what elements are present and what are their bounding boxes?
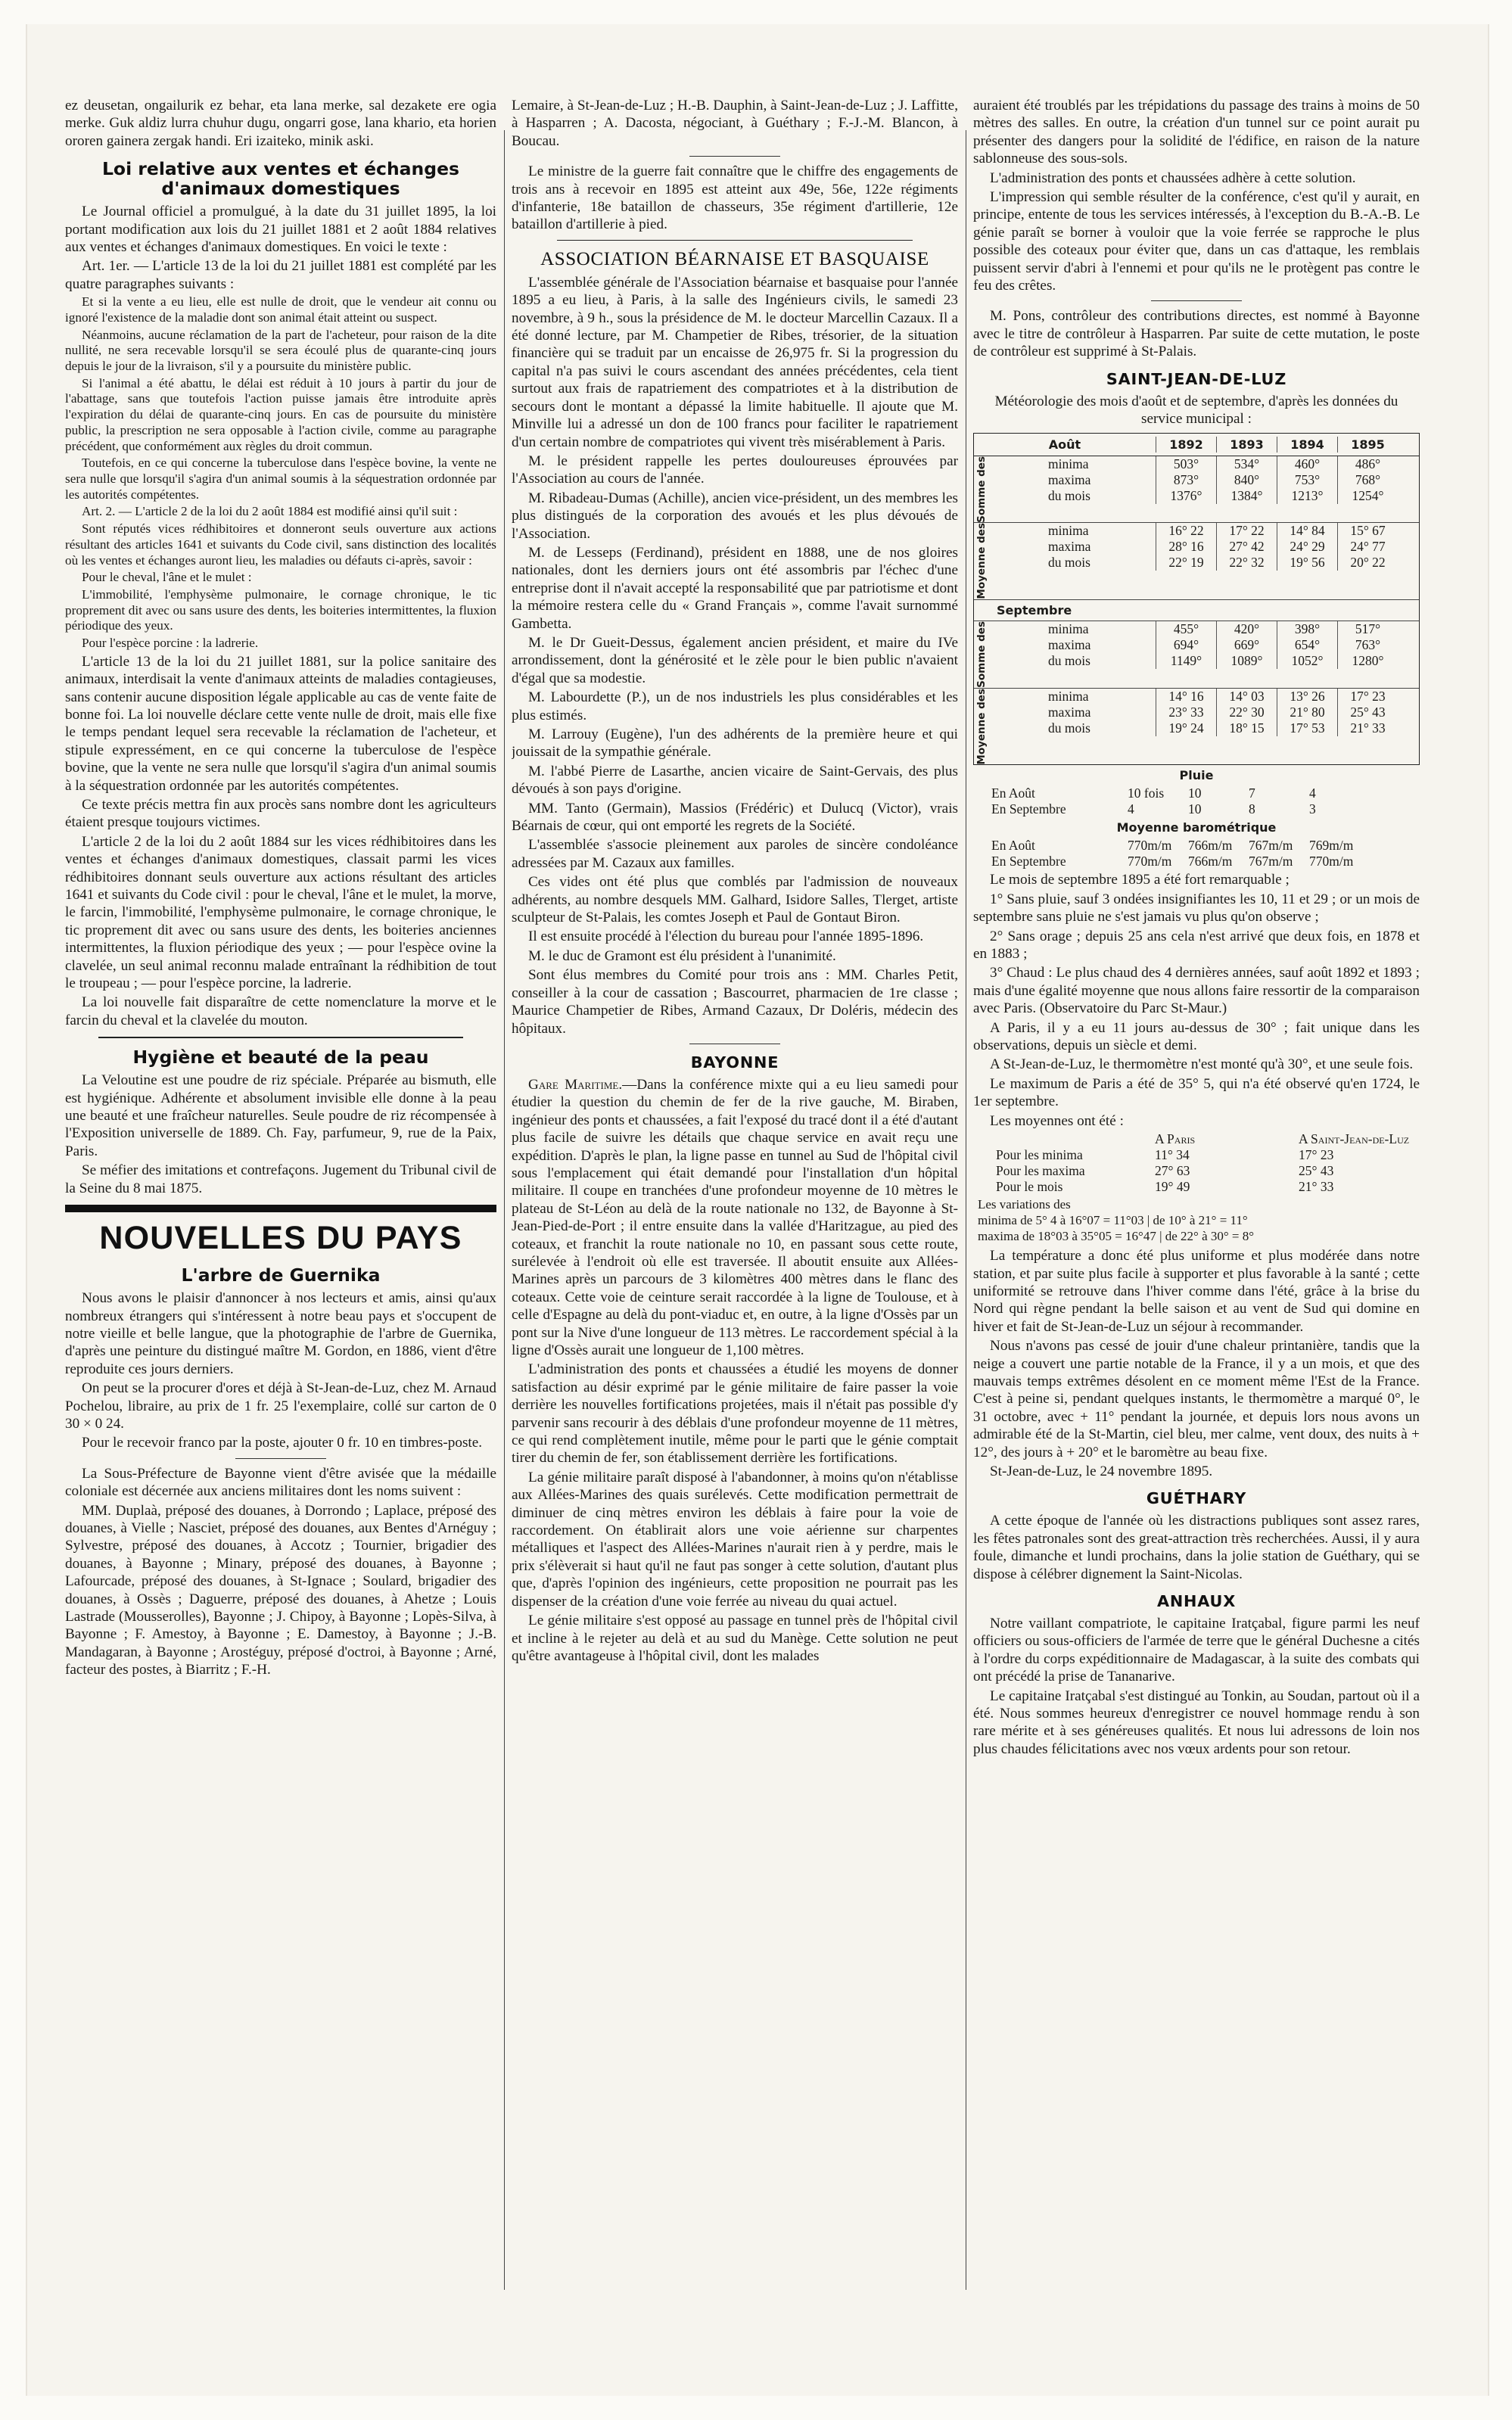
loi-heading: Loi relative aux ventes et échanges d'animaux domestiques [101, 158, 460, 200]
loi-paragraph: Ce texte précis mettra fin aux procès sans nombre dont les agriculteurs étaient presque toujours victimes. [65, 796, 496, 831]
medaille-paragraph: MM. Duplaà, préposé des douanes, à Dorrondo ; Laplace, préposé des douanes, à Vielle ; Nasciet, préposé des douanes, aux Bentes d'Arnéguy ; Sylvestre, préposé des douanes, à Accotz ; Tournier, brigadier des douanes, à Bayonne ; Minary, préposé des douanes, à Bayonne ; Lafourcade, préposé des douanes, à St-Ignace ; Soulard, brigadier des douanes, à Ossès ; Daguerre, préposé des douanes, à Ahetze ; Louis Lastrade (Mousserolles), Bayonne ; J. Chipoy, à Bayonne ; Lopès-Silva, à Bayonne ; F. Amestoy, à Bayonne ; E. Damestoy, à Bayonne ; J.-B. Mandagaran, à Bayonne ; Arostéguy, préposé d'octroi, à Bayonne ; Arné, facteur des postes, à Biarritz ; F.-H. [65, 1502, 496, 1678]
gare-text: —Dans la conférence mixte qui a eu lieu samedi pour étudier la question du chemin de fer de la rive gauche, M. Biraben, ingénieur des ponts et chaussées, a fait l'exposé du tracé dont il a été d'autant plus facile de suivre les détails que chaque service en avait reçu une expédition. D'après le plan, la ligne passe en tunnel au Sud de l'hôpital civil sous l'emplacement qui était demandé pour l'installation d'un hôpital militaire. Il coupe en tranchées d'une profondeur moyenne de 10 mètres le plateau de St-Léon au delà de la route nationale no 132, de Bayonne à St-Jean-Pied-de-Port ; il entre ensuite dans la vallée d'Haritzague, au pied des coteaux, et franchit la route nationale no 10, en passant sous cette route, surélevée à l'endroit où elle est traversée. Il aboutit ensuite aux Allées-Marines après un parcours de 3 kilomètres 400 mètres dans le flanc des coteaux. Cette voie de ceinture serait raccordée à la ligne de Toulouse, et à celle d'Espagne au delà du pont-viaduc et, en outre, à la ligne d'Ossès par un pont sur la Nive d'une longueur de 113 mètres. Le raccordement spécial à la ligne d'Ossès aurait une longueur de 1,100 mètres. [512, 1076, 958, 1358]
loi-paragraph: Art. 2. — L'article 2 de la loi du 2 août 1884 est modifié ainsi qu'il suit : [82, 504, 458, 519]
divider [98, 1037, 463, 1038]
loi-paragraph: Néanmoins, aucune réclamation de la part de l'acheteur, pour raison de la dite nullité, ne sera recevable lorsqu'il se sera écoulé plus de quarante-cinq jours depuis le jour de la livraison, s'il y a poursuite du ministère public. [65, 327, 496, 374]
arbre-paragraph: Nous avons le plaisir d'annoncer à nos lecteurs et amis, ainsi qu'aux nombreux étrangers qui s'intéressent à notre beau pays et s'occupent de notre vieille et belle langue, que la photographie de l'arbre de Guernika, d'après une peinture du distingué maître M. Gordon, en 1886, vient d'être reproduite ces jours derniers. [65, 1290, 496, 1377]
signature: St-Jean-de-Luz, le 24 novembre 1895. [990, 1463, 1213, 1479]
loi-paragraph: Si l'animal a été abattu, le délai est réduit à 10 jours à partir du jour de l'abattage, sans que toutefois l'action puisse jamais être introduite après l'expiration du délai de quarante-cinq jours. En cas de poursuite du ministère public, la prescription ne sera opposable à l'action civile, comme au paragraphe précédent, que conformément aux règles du droit commun. [65, 375, 496, 453]
table-cell: Pour le mois [996, 1179, 1063, 1195]
table-cell: 19° 49 [1155, 1179, 1190, 1195]
meteo-group-rows [1042, 523, 1419, 599]
loi-paragraph: Le Journal officiel a promulgué, à la date du 31 juillet 1895, la loi portant modification aux lois du 21 juillet 1881 et 2 août 1884 relatives aux ventes et échanges d'animaux domestiques. En voici le texte : [65, 204, 496, 256]
table-cell: 486° [1337, 456, 1398, 472]
meteo-group [974, 688, 1419, 765]
meteo-subheading: Septembre [974, 599, 1419, 621]
table-cell: 840° [1216, 472, 1277, 488]
variations [978, 1196, 1420, 1244]
meteo-table-header-cell: 1895 [1337, 437, 1398, 453]
table-cell: 770m/m [1128, 854, 1172, 869]
medaille-paragraph: La Sous-Préfecture de Bayonne vient d'être avisée que la médaille coloniale est décernée aux anciens militaires dont les noms suivent : [65, 1465, 496, 1500]
divider [1151, 300, 1242, 301]
table-row [1042, 689, 1419, 705]
table-cell: du mois [1048, 487, 1090, 503]
association-paragraph: Sont élus membres du Comité pour trois ans : MM. Charles Petit, conseiller à la cour de cassation ; Bascourret, pharmacien de 1re classe ; Maurice Champetier de Ribes, Armand Cazaux, Dr Doléris, médecin des hôpitaux. [512, 967, 958, 1037]
table-row [991, 801, 1420, 817]
table-cell: 25° 43 [1337, 705, 1398, 720]
association-heading: ASSOCIATION BÉARNAISE ET BASQUAISE [540, 248, 929, 269]
septembre-paragraph: A St-Jean-de-Luz, le thermomètre n'est monté qu'à 30°, et une seule fois. [990, 1056, 1414, 1073]
column-1 [65, 97, 496, 2343]
septembre-paragraph: 2° Sans orage ; depuis 25 ans cela n'est arrivé que deux fois, en 1878 et en 1883 ; [973, 928, 1420, 963]
table-row [991, 854, 1420, 869]
table-row [996, 1179, 1420, 1195]
anhaux-heading: ANHAUX [1156, 1592, 1237, 1610]
table-cell: 16° 22 [1156, 523, 1216, 539]
table-cell: 10 [1188, 801, 1202, 817]
table-cell: 1376° [1156, 488, 1216, 504]
pluie-heading: Pluie [1179, 768, 1214, 783]
meteo-group-rows [1042, 456, 1419, 523]
table-cell: 455° [1156, 621, 1216, 637]
loi-paragraph: Pour le cheval, l'âne et le mulet : [82, 570, 252, 585]
meteo-table-header-cell: 1893 [1216, 437, 1277, 453]
table-cell: maxima [1048, 704, 1091, 720]
table-cell: 763° [1337, 637, 1398, 653]
gare-paragraph: Le génie militaire s'est opposé au passage en tunnel près de l'hôpital civil et incline à le rejeter au delà et au sud du Manège. Cette solution ne peut qu'être avantageuse à l'hôpital civil, dont les malades [512, 1613, 958, 1664]
table-row [996, 1147, 1420, 1163]
table-cell: 22° 32 [1216, 555, 1277, 571]
table-cell: 1052° [1277, 653, 1337, 669]
table-cell: maxima [1048, 539, 1091, 555]
table-cell: 654° [1277, 637, 1337, 653]
saint-jean-de-luz-heading: SAINT-JEAN-DE-LUZ [1106, 369, 1287, 388]
divider [689, 156, 780, 157]
divider [235, 1458, 326, 1459]
gare-paragraph: auraient été troublés par les trépidations du passage des trains à moins de 50 mètres des salles. En outre, la création d'un tunnel sur ce point aurait pu présenter des dangers pour la solidité de l'édifice, en raison de la nature sablonneuse des sous-sols. [973, 98, 1420, 167]
table-cell: 25° 43 [1299, 1163, 1334, 1179]
table-cell: 4 [1309, 785, 1316, 801]
association-paragraph: L'assemblée s'associe pleinement aux paroles de sincère condoléance adressées par M. Cazaux aux familles. [512, 837, 958, 871]
table-cell: 766m/m [1188, 838, 1233, 854]
meteo-table-header [974, 434, 1419, 456]
loi-paragraph: Et si la vente a eu lieu, elle est nulle de droit, que le vendeur ait connu ou ignoré l'existence de la maladie dont son animal était atteint ou suspect. [65, 294, 496, 325]
meteo-side-label: Somme des [975, 456, 988, 523]
meteo-group [974, 621, 1419, 688]
association-paragraph: M. Larrouy (Eugène), l'un des adhérents de la première heure et qui jouissait de la sympathie générale. [512, 726, 958, 761]
meteo-table [973, 433, 1420, 766]
septembre-paragraph: 1° Sans pluie, sauf 3 ondées insignifiantes les 10, 11 et 29 ; or un mois de septembre sans pluie ne s'est jamais vu plus qu'on observe ; [973, 891, 1420, 925]
loi-paragraph: La loi nouvelle fait disparaître de cette nomenclature la morve et le farcin du cheval et la clavelée du mouton. [65, 994, 496, 1028]
table-cell: 3 [1309, 801, 1316, 817]
temperature-paragraph: Nous n'avons pas cessé de jouir d'une chaleur printanière, tandis que la neige a couvert une partie notable de la France, il y a un mois, et que des mauvais temps extrêmes désolent en ce moment même l'Est de la France. C'est à peine si, pendant quelques instants, le thermomètre a marqué 0°, le 31 octobre, avec + 11° pendant la journée, et depuis lors nous avons un admirable été de la St-Martin, ciel bleu, mer calme, vent doux, des nuits à + 12°, des jours à + 20° et le baromètre au beau fixe. [973, 1338, 1420, 1460]
table-cell: 1089° [1216, 653, 1277, 669]
table-cell: 17° 53 [1277, 720, 1337, 736]
meteo-side-label: Moyenne des [975, 523, 988, 599]
table-cell: 20° 22 [1337, 555, 1398, 571]
loi-paragraph: Pour l'espèce porcine : la ladrerie. [82, 636, 259, 651]
variations-row: maxima de 18°03 à 35°05 = 16°47 | de 22° à 30° = 8° [978, 1229, 1255, 1244]
meteo-group-rows [1042, 621, 1419, 688]
arbre-heading: L'arbre de Guernika [181, 1264, 381, 1286]
newspaper-page [26, 24, 1489, 2396]
meteo-table-header-cell: Août [1048, 437, 1081, 452]
table-cell: 534° [1216, 456, 1277, 472]
table-cell: 1149° [1156, 653, 1216, 669]
table-row [996, 1163, 1420, 1179]
loi-paragraph: Art. 1er. — L'article 13 de la loi du 21 juillet 1881 est complété par les quatre paragraphes suivants : [65, 258, 496, 292]
table-cell: 768° [1337, 472, 1398, 488]
table-cell: 767m/m [1249, 854, 1293, 869]
association-paragraph: L'assemblée générale de l'Association béarnaise et basquaise pour l'année 1895 a eu lieu, à Paris, à la salle des Ingénieurs civils, le samedi 23 novembre, à 9 h., sous la présidence de M. le docteur Marcellin Cazaux. Il a été donné lecture, par M. Champetier de Ribes, trésorier, de la situation financière qui se traduit par un encaisse de 26,975 fr. Si la progression du capital n'a pas suivi le cours ascendant des années précédentes, cela tient surtout aux frais de rapatriement des compatriotes et à la distribution de secours dont le montant a dépassé la limite habituelle. Il ajoute que M. Minville lui a adressé un don de 100 francs pour faciliter le rapatriement d'un certain nombre de compatriotes qui vivent très misérablement à Paris. [512, 274, 958, 450]
meteo-group [974, 522, 1419, 599]
table-cell: minima [1048, 621, 1089, 636]
medaille-paragraph: Lemaire, à St-Jean-de-Luz ; H.-B. Dauphin, à Saint-Jean-de-Luz ; J. Laffitte, à Hasparren ; A. Dacosta, négociant, à Guéthary ; F.-J.-M. Blancon, à Boucau. [512, 98, 958, 149]
table-header-cell: A Saint-Jean-de-Luz [1299, 1131, 1410, 1147]
gare-paragraph: La génie militaire paraît disposé à l'abandonner, à moins qu'on n'établisse aux Allées-Marines des quais surélevés. Cette modification permettrait de diminuer de cinq mètres environ les déblais à faire pour la voie de raccordement. On établirait alors une voie aérienne sur charpentes métalliques et l'aspect des Allées-Marines n'aurait rien à y perdre, mais le prix s'élèverait si haut qu'il ne faut pas songer à cette solution, d'autant plus que, d'après l'opinion des ingénieurs, cette proposition ne pourrait pas les dispenser de la création d'une voie ferrée au niveau du quai actuel. [512, 1469, 958, 1610]
table-cell: En Septembre [991, 854, 1066, 869]
table-cell: 669° [1216, 637, 1277, 653]
table-cell: 13° 26 [1277, 689, 1337, 705]
arbre-paragraph: On peut se la procurer d'ores et déjà à St-Jean-de-Luz, chez M. Arnaud Pochelou, libraire, au prix de 1 fr. 25 l'exemplaire, collé sur carton de 0 30 × 0 24. [65, 1380, 496, 1432]
table-cell: 15° 67 [1337, 523, 1398, 539]
hygiene-heading: Hygiène et beauté de la peau [132, 1047, 429, 1068]
table-header [996, 1131, 1420, 1147]
table-cell: 460° [1277, 456, 1337, 472]
loi-paragraph: L'article 2 de la loi du 2 août 1884 sur les vices rédhibitoires dans les ventes et échanges d'animaux domestiques, classait parmi les vices rédhibitoires donnant seuls ouverture aux actions résultant des articles 1641 et suivants du Code civil : pour le cheval, l'âne et le mulet, la morve, le farcin, l'immobilité, l'emphysème pulmonaire, le cornage chronique, le tic proprement dit avec ou sans usure des dents, les boiteries anciennes intermittentes, la fluxion périodique des yeux ; — pour l'espèce ovine la clavelée, un seul animal reconnu malade entraînant la rédhibition de tout le troupeau ; — pour l'espèce porcine, la ladrerie. [65, 833, 496, 992]
table-cell: Pour les minima [996, 1147, 1083, 1163]
table-cell: 22° 19 [1156, 555, 1216, 571]
gare-paragraph: L'administration des ponts et chaussées adhère à cette solution. [990, 170, 1356, 186]
table-row [991, 838, 1420, 854]
table-row [1042, 621, 1419, 637]
bayonne-heading: BAYONNE [690, 1053, 779, 1072]
table-cell: 27° 63 [1155, 1163, 1190, 1179]
gare-lead: Gare Maritime. [528, 1076, 623, 1093]
table-cell: 24° 29 [1277, 539, 1337, 555]
association-paragraph: M. le duc de Gramont est élu président à l'unanimité. [528, 947, 836, 964]
table-cell: En Août [991, 838, 1035, 854]
association-paragraph: Ces vides ont été plus que comblés par l'admission de nouveaux adhérents, au nombre desquels MM. Galhard, Isidore Salles, Tlerget, artiste sculpteur de St-Palais, les comtes Joseph et Paul de Gontaut Biron. [512, 874, 958, 926]
table-cell: 14° 03 [1216, 689, 1277, 705]
table-header-cell: A Paris [1155, 1131, 1196, 1147]
meteo-side-label: Somme des [975, 621, 988, 688]
loi-paragraph: L'article 13 de la loi du 21 juillet 1881, sur la police sanitaire des animaux, interdisait la vente d'animaux atteints de maladies contagieuses, sans contenir aucune disposition légale applicable au cas de vente faite de bonne foi. La loi nouvelle déclare cette vente nulle de droit, mais elle fixe le temps pendant lequel sera recevable la réclamation de l'acheteur, et stipule expressément, en ce qui concerne la tuberculose de l'espèce bovine, que la vente ne sera nulle que lorsqu'il s'agira d'un animal soumis à la séquestration ordonnée par les autorités compétentes. [65, 653, 496, 794]
table-cell: maxima [1048, 636, 1091, 652]
table-row [1042, 705, 1419, 720]
meteo-side-label: Moyenne des [975, 688, 988, 765]
table-cell: du mois [1048, 555, 1090, 571]
table-cell: 21° 33 [1299, 1179, 1334, 1195]
association-paragraph: M. le Dr Gueit-Dessus, également ancien président, et maire du IVe arrondissement, dont la générosité et le zèle pour le bien public n'avaient d'égal que sa modestie. [512, 634, 958, 686]
table-cell: En Août [991, 785, 1035, 801]
column-2 [512, 97, 958, 2343]
table-cell: 503° [1156, 456, 1216, 472]
temperature-paragraph: La température a donc été plus uniforme et plus modérée dans notre station, et par suite plus facile à supporter et plus favorable à la santé ; cette uniformité se retrouve dans l'hiver comme dans l'été, grâce à la brise du Nord qui règne pendant la belle saison et au vent de Sud qui domine en hiver et fait de St-Jean-de-Luz un séjour à recommander. [973, 1248, 1420, 1335]
table-cell: 4 [1128, 801, 1134, 817]
table-cell: minima [1048, 456, 1089, 471]
gare-paragraph: L'administration des ponts et chaussées a étudié les moyens de donner satisfaction au désir exprimé par le génie militaire de faire passer la voie derrière les nouvelles fortifications projetées, mais il n'était pas possible d'y parvenir sans recourir à des déblais d'une profondeur moyenne de 11 mètres, ce qui rend complètement inutile, même pour le parti que le génie comptait tirer du chemin de fer, son établissement derrière les fortifications. [512, 1361, 958, 1467]
septembre-paragraph: Le maximum de Paris a été de 35° 5, qui n'a été observé qu'en 1724, le 1er septembre. [973, 1075, 1420, 1110]
table-cell: 770m/m [1309, 854, 1354, 869]
association-paragraph: M. l'abbé Pierre de Lasarthe, ancien vicaire de Saint-Gervais, des plus dévoués à son pays d'origine. [512, 763, 958, 798]
table-cell: 770m/m [1128, 838, 1172, 854]
meteo-group [974, 456, 1419, 523]
table-cell: 18° 15 [1216, 720, 1277, 736]
table-cell: 766m/m [1188, 854, 1233, 869]
table-cell: 28° 16 [1156, 539, 1216, 555]
association-paragraph: M. de Lesseps (Ferdinand), président en 1888, une de nos gloires nationales, dont les derniers jours ont été assombris par l'échec d'une entreprise dont il n'avait accepté la responsabilité que par patriotisme et dont la mémoire restera celle du « Grand Français », comme l'avait surnommé Gambetta. [512, 544, 958, 632]
baro-heading: Moyenne barométrique [1116, 820, 1277, 835]
association-paragraph: M. le président rappelle les pertes douloureuses éprouvées par l'Association au cours de l'année. [512, 453, 958, 487]
table-cell: 24° 77 [1337, 539, 1398, 555]
table-cell: 8 [1249, 801, 1255, 817]
pluie-table [991, 785, 1420, 817]
table-cell: 694° [1156, 637, 1216, 653]
table-cell: 17° 23 [1337, 689, 1398, 705]
comparison-table [996, 1131, 1420, 1195]
association-paragraph: Il est ensuite procédé à l'élection du bureau pour l'année 1895-1896. [528, 928, 924, 945]
hygiene-paragraph: La Veloutine est une poudre de riz spéciale. Préparée au bismuth, elle est hygiénique. Adhérente et absolument invisible elle donne à la peau une beauté et une fraîcheur naturelles. Seule poudre de riz récompensée à l'Exposition universelle de 1889. Ch. Fay, parfumeur, 9, rue de la Paix, Paris. [65, 1072, 496, 1159]
guethary-heading: GUÉTHARY [1146, 1489, 1247, 1508]
table-cell: 767m/m [1249, 838, 1293, 854]
septembre-paragraph: Le mois de septembre 1895 a été fort remarquable ; [990, 872, 1290, 888]
table-row [1042, 539, 1419, 555]
table-row [1042, 488, 1419, 504]
table-cell: du mois [1048, 720, 1090, 736]
table-cell: maxima [1048, 471, 1091, 487]
association-paragraph: M. Labourdette (P.), un de nos industriels les plus considérables et les plus estimés. [512, 689, 958, 723]
table-cell: 10 fois [1128, 785, 1165, 801]
meteo-table-header-cell: 1892 [1156, 437, 1216, 453]
table-cell: 14° 16 [1156, 689, 1216, 705]
table-row [1042, 720, 1419, 736]
table-row [1042, 472, 1419, 488]
table-cell: 11° 34 [1155, 1147, 1190, 1163]
table-row [1042, 456, 1419, 472]
table-header-cell [996, 1131, 1155, 1147]
section-heading-nouvelles: NOUVELLES DU PAYS [99, 1220, 462, 1257]
table-cell: 19° 56 [1277, 555, 1337, 571]
table-cell: 22° 30 [1216, 705, 1277, 720]
table-cell: 769m/m [1309, 838, 1354, 854]
divider [557, 240, 913, 241]
meteo-table-header-cell: 1894 [1277, 437, 1337, 453]
table-cell: 398° [1277, 621, 1337, 637]
table-row [1042, 523, 1419, 539]
table-row [1042, 637, 1419, 653]
variations-title: Les variations des [978, 1197, 1071, 1212]
association-paragraph: M. Ribadeau-Dumas (Achille), ancien vice-président, un des membres les plus distingués de la corporation des avoués et les plus dévoués de l'Association. [512, 490, 958, 542]
table-cell: 873° [1156, 472, 1216, 488]
table-cell: 21° 80 [1277, 705, 1337, 720]
table-cell: minima [1048, 688, 1089, 704]
gare-paragraph [512, 1076, 958, 1360]
septembre-paragraph: Les moyennes ont été : [990, 1112, 1124, 1129]
anhaux-paragraph: Le capitaine Iratçabal s'est distingué au Tonkin, au Soudan, partout où il a été. Nous sommes heureux d'enregistrer ce nouvel hommage rendu à son rare mérite et à ses généreuses qualités. Et nous lui adressons de loin nos plus chaudes félicitations avec nos vœux ardents pour son retour. [973, 1687, 1420, 1757]
table-cell: 517° [1337, 621, 1398, 637]
basque-intro-paragraph: ez deusetan, ongailurik ez behar, eta lana merke, sal dezakete ere ogia merke. Guk aldiz lurra chuhur dugu, ongarri gose, lana khario, eta horien ororen gainera zergak handi. Eri izaiteko, minik aski. [65, 98, 496, 149]
table-cell: 1280° [1337, 653, 1398, 669]
anhaux-paragraph: Notre vaillant compatriote, le capitaine Iratçabal, figure parmi les neuf officiers ou sous-officiers de l'armée de terre que le général Duchesne a cités à l'ordre du corps expéditionnaire de Madagascar, à la suite des combats qui ont précédé la prise de Tananarive. [973, 1616, 1420, 1685]
table-cell: 1213° [1277, 488, 1337, 504]
table-cell: 1254° [1337, 488, 1398, 504]
ministre-paragraph: Le ministre de la guerre fait connaître que le chiffre des engagements de trois ans à recevoir en 1895 est atteint aux 49e, 56e, 122e régiments d'infanterie, 18e bataillon de chasseurs, 35e régiment d'artillerie, 12e bataillon d'artillerie à pied. [512, 163, 958, 233]
arbre-paragraph: Pour le recevoir franco par la poste, ajouter 0 fr. 10 en timbres-poste. [82, 1435, 483, 1451]
loi-paragraph: Sont réputés vices rédhibitoires et donneront seuls ouverture aux actions résultant des articles 1641 et suivants du Code civil, sans distinction des localités où les ventes et échanges auront lieu, les maladies ou défauts ci-après, savoir : [65, 521, 496, 568]
table-cell: 7 [1249, 785, 1255, 801]
table-cell: 23° 33 [1156, 705, 1216, 720]
baro-table [991, 838, 1420, 869]
septembre-paragraph: 3° Chaud : Le plus chaud des 4 dernières années, sauf août 1892 et 1893 ; mais d'une égalité moyenne que nous allons faire ressortir de la comparaison avec Paris. (Observatoire du Parc St-Maur.) [973, 965, 1420, 1017]
pons-paragraph: M. Pons, contrôleur des contributions directes, est nommé à Bayonne avec le titre de contrôleur à Hasparren. Par suite de cette mutation, le poste de contrôleur est supprimé à St-Palais. [973, 308, 1420, 360]
table-cell: 17° 23 [1299, 1147, 1334, 1163]
column-rule [504, 130, 505, 2290]
table-cell: 14° 84 [1277, 523, 1337, 539]
loi-paragraph: L'immobilité, l'emphysème pulmonaire, le cornage chronique, le tic proprement dit avec ou sans usure des dents, les boiteries intermittentes, la fluxion périodique des yeux. [65, 586, 496, 633]
table-cell: 17° 22 [1216, 523, 1277, 539]
column-3 [973, 97, 1420, 2343]
table-cell: 10 [1188, 785, 1202, 801]
hygiene-paragraph: Se méfier des imitations et contrefaçons. Jugement du Tribunal civil de la Seine du 8 mai 1875. [65, 1162, 496, 1196]
meteo-intro: Météorologie des mois d'août et de septembre, d'après les données du service municipal : [994, 393, 1398, 428]
loi-paragraph: Toutefois, en ce qui concerne la tuberculose dans l'espèce bovine, la vente ne sera nulle que lorsqu'il s'agira d'un animal soumis à la séquestration ordonnée par les autorités compétentes. [65, 456, 496, 502]
table-cell: 21° 33 [1337, 720, 1398, 736]
table-row [1042, 653, 1419, 669]
meteo-group-rows [1042, 689, 1419, 765]
table-cell: 1384° [1216, 488, 1277, 504]
association-paragraph: MM. Tanto (Germain), Massios (Frédéric) et Dulucq (Victor), vrais Béarnais de cœur, qui ont emporté les regrets de la Société. [512, 800, 958, 835]
table-cell: 420° [1216, 621, 1277, 637]
guethary-paragraph: A cette époque de l'année où les distractions publiques sont assez rares, les fêtes patronales sont des great-attraction très recherchées. Aussi, il y aura foule, dimanche et lundi prochains, dans la jolie station de Guéthary, qui se dispose à célébrer dignement la Saint-Nicolas. [973, 1513, 1420, 1582]
table-cell: 27° 42 [1216, 539, 1277, 555]
table-cell: 19° 24 [1156, 720, 1216, 736]
septembre-paragraph: A Paris, il y a eu 11 jours au-dessus de 30° ; fait unique dans les observations, depuis un siècle et demi. [973, 1019, 1420, 1054]
section-bar [65, 1205, 496, 1212]
variations-row: minima de 5° 4 à 16°07 = 11°03 | de 10° à 21° = 11° [978, 1213, 1248, 1228]
gare-paragraph: L'impression qui semble résulter de la conférence, c'est qu'il y aurait, en principe, entente de tous les services intéressés, à l'exception du B.-A.-B. Le génie paraît se borner à vouloir que la voie ferrée se rapproche le plus possible des coteaux pour éviter que, dans un cas d'attaque, les remblais puissent servir d'abri à l'ennemi et pour qu'ils ne le protègent pas contre le feu des crêtes. [973, 189, 1420, 294]
table-cell: du mois [1048, 652, 1090, 668]
table-row [991, 785, 1420, 801]
table-cell: minima [1048, 523, 1089, 539]
table-cell: 753° [1277, 472, 1337, 488]
table-cell: Pour les maxima [996, 1163, 1085, 1179]
table-cell: En Septembre [991, 801, 1066, 817]
table-row [1042, 555, 1419, 571]
